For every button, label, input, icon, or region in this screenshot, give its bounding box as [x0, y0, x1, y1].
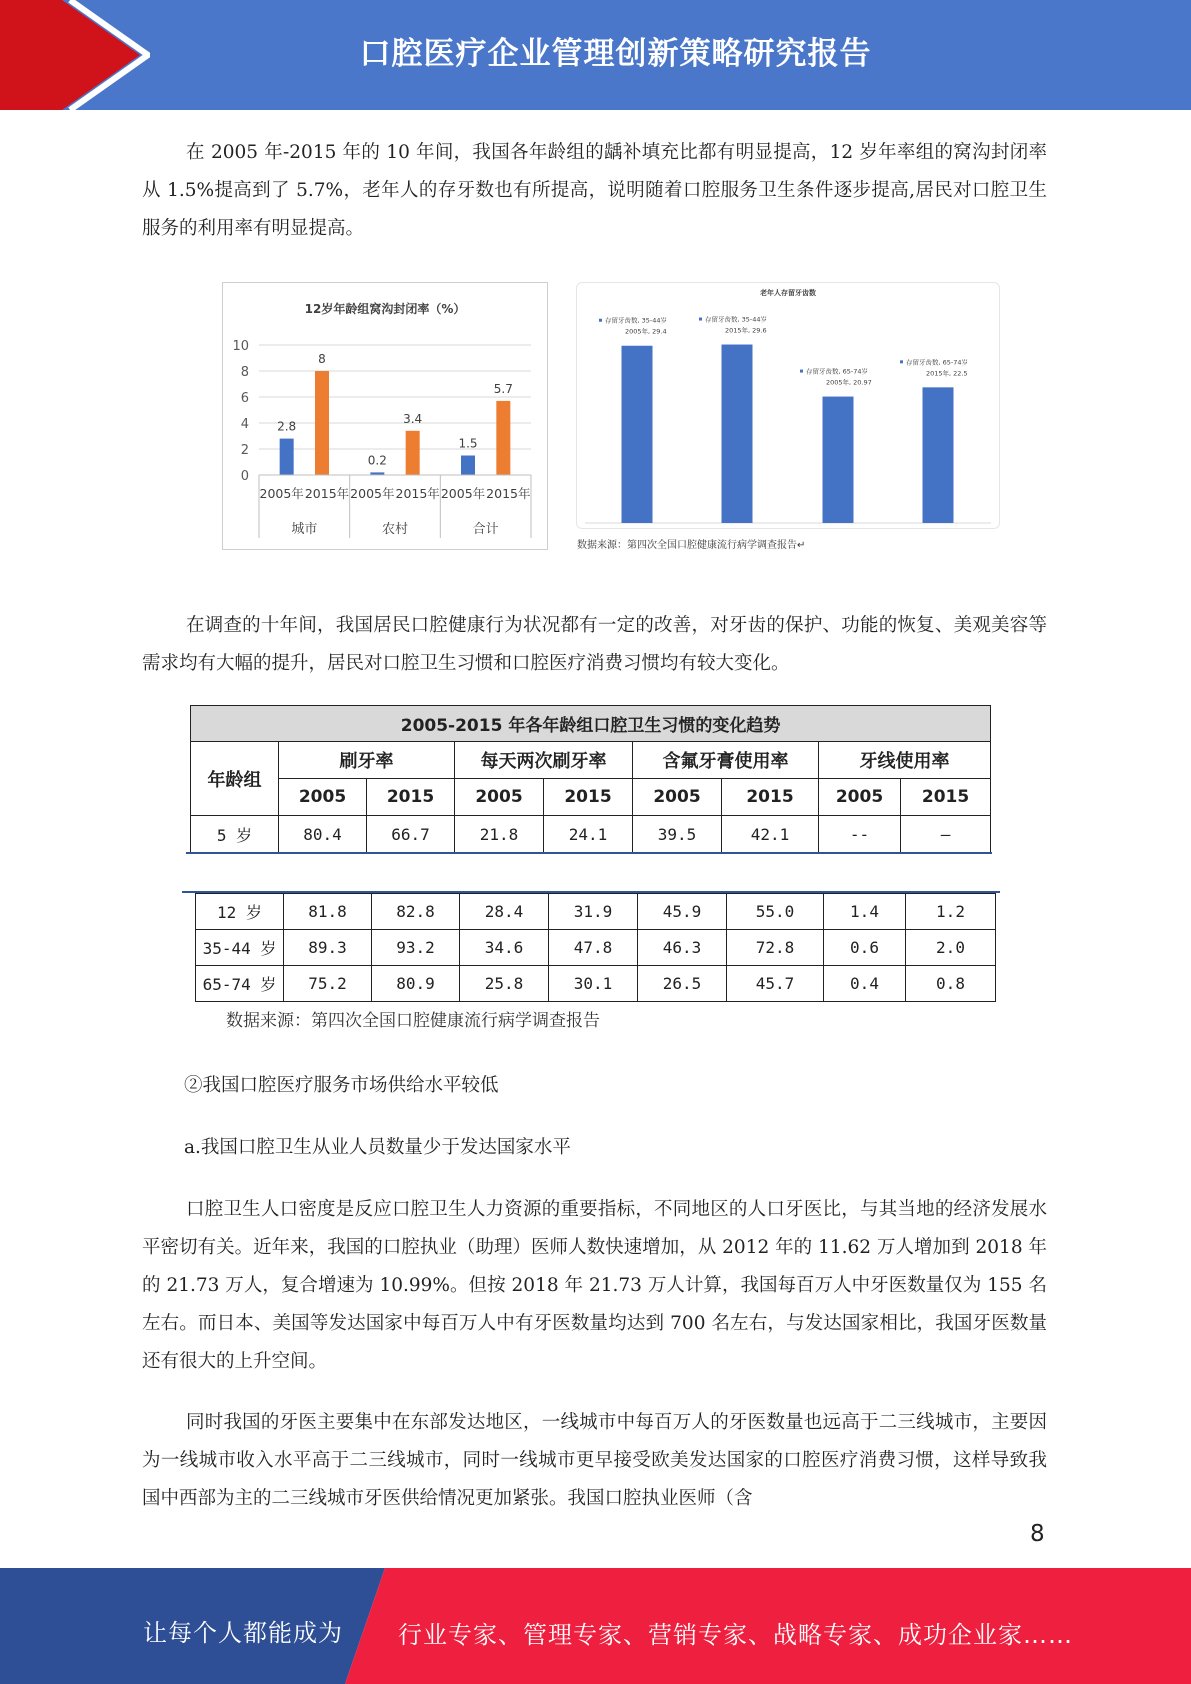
table-group-header: 牙线使用率 — [819, 742, 991, 779]
data-label: 2015年, 22.5 — [926, 369, 968, 378]
table-cell: 80.9 — [372, 966, 460, 1002]
table-cell: 35-44 岁 — [196, 930, 284, 966]
chart-retained-teeth-svg — [577, 283, 999, 528]
table-cell: 82.8 — [372, 894, 460, 930]
group-label: 城市 — [291, 522, 318, 537]
chart-source-note: 数据来源：第四次全国口腔健康流行病学调查报告↵ — [577, 540, 806, 551]
table-cell: 26.5 — [638, 966, 727, 1002]
footer-slogan-right: 行业专家、管理专家、营销专家、战略专家、成功企业家…… — [398, 1621, 1073, 1649]
table-row — [196, 894, 996, 930]
page-header — [0, 0, 1191, 110]
x-tick-label: 2005年 — [350, 486, 395, 501]
table-cell: 93.2 — [372, 930, 460, 966]
data-label: 2.8 — [277, 419, 297, 434]
data-label: 3.4 — [403, 411, 423, 426]
table-cell: 0.4 — [824, 966, 906, 1002]
table-cell: 45.9 — [638, 894, 727, 930]
table-cell: 55.0 — [727, 894, 824, 930]
bar — [406, 431, 420, 475]
table-cell: 81.8 — [284, 894, 372, 930]
bar — [722, 345, 753, 523]
table-cell: -- — [819, 816, 901, 854]
legend-marker — [599, 319, 602, 322]
bar — [315, 371, 329, 475]
table-year-header: 2005 — [633, 779, 722, 816]
chart-title: 12岁年龄组窝沟封闭率（%） — [304, 302, 466, 316]
table-cell: — — [901, 816, 991, 854]
table-cell: 1.2 — [906, 894, 996, 930]
table-title: 2005-2015 年各年龄组口腔卫生习惯的变化趋势 — [191, 706, 991, 742]
data-label: 存留牙齿数, 65-74岁 — [906, 358, 969, 367]
table-cell: 34.6 — [460, 930, 549, 966]
table-year-header: 2005 — [819, 779, 901, 816]
paragraph-3: 口腔卫生人口密度是反应口腔卫生人力资源的重要指标，不同地区的人口牙医比，与其当地的经济发展水平密切有关。近年来，我国的口腔执业（助理）医师人数快速增加，从 2012 年的 11.62 万人增加到 2018 年的 21.73 万人，复合增速为 10.99%。但按 2018 年 21.73 万人计算，我国每百万人中牙医数量仅为 155 名左右。而日本、美国等发达国家中每百万人中有牙医数量均达到 700 名左右，与发达国家相比，我国牙医数量还有很大的上升空间。 — [142, 1199, 1047, 1372]
bar — [923, 387, 954, 523]
legend-marker — [699, 318, 702, 321]
table-cell: 45.7 — [727, 966, 824, 1002]
table-cell: 30.1 — [549, 966, 638, 1002]
table-cell: 46.3 — [638, 930, 727, 966]
hygiene-habits-table-continued — [195, 893, 996, 1002]
table-cell: 25.8 — [460, 966, 549, 1002]
hygiene-habits-table — [190, 705, 991, 854]
table-year-header: 2015 — [901, 779, 991, 816]
group-label: 农村 — [381, 522, 409, 537]
table-year-header: 2015 — [367, 779, 455, 816]
table-cell: 2.0 — [906, 930, 996, 966]
x-tick-label: 2005年 — [440, 486, 486, 501]
group-label: 合计 — [472, 522, 499, 537]
data-label: 5.7 — [493, 381, 513, 396]
y-tick-label: 8 — [240, 365, 249, 380]
legend-marker — [800, 370, 803, 373]
bar — [496, 401, 510, 475]
x-tick-label: 2015年 — [486, 486, 531, 501]
chart-title: 老年人存留牙齿数 — [760, 289, 816, 297]
legend-marker — [900, 360, 903, 363]
table-row — [196, 966, 996, 1002]
table-age-header: 年龄组 — [191, 742, 279, 816]
table-cell: 0.6 — [824, 930, 906, 966]
bar — [461, 456, 475, 476]
table-cell: 5 岁 — [191, 816, 279, 854]
table-source-note: 数据来源：第四次全国口腔健康流行病学调查报告 — [226, 1011, 600, 1031]
data-label: 2005年, 20.97 — [826, 378, 872, 387]
chart-sealant-rate — [222, 282, 548, 550]
table-cell: 0.8 — [906, 966, 996, 1002]
y-tick-label: 2 — [240, 443, 249, 458]
x-tick-label: 2015年 — [395, 486, 440, 501]
data-label: 8 — [318, 352, 326, 366]
data-label: 存留牙齿数, 35-44岁 — [705, 315, 768, 324]
section-heading: ②我国口腔医疗服务市场供给水平较低 — [184, 1075, 499, 1096]
table-cell: 66.7 — [367, 816, 455, 854]
bar — [622, 346, 653, 523]
chart-retained-teeth — [576, 282, 1000, 529]
bar — [823, 397, 854, 523]
table-cell: 24.1 — [544, 816, 633, 854]
paragraph-1: 在 2005 年-2015 年的 10 年间，我国各年龄组的龋补填充比都有明显提高，12 岁年率组的窝沟封闭率从 1.5%提高到了 5.7%，老年人的存牙数也有所提高，说明随着口腔服务卫生条件逐步提高,居民对口腔卫生服务的利用率有明显提高。 — [142, 142, 1047, 239]
table-cell: 89.3 — [284, 930, 372, 966]
x-tick-label: 2005年 — [259, 486, 304, 501]
table-cell: 42.1 — [722, 816, 819, 854]
subsection-heading: a.我国口腔卫生从业人员数量少于发达国家水平 — [184, 1137, 571, 1158]
table-group-header: 每天两次刷牙率 — [455, 742, 633, 779]
table-cell: 80.4 — [279, 816, 367, 854]
paragraph-4: 同时我国的牙医主要集中在东部发达地区，一线城市中每百万人的牙医数量也远高于二三线城市，主要因为一线城市收入水平高于二三线城市，同时一线城市更早接受欧美发达国家的口腔医疗消费习惯，这样导致我国中西部为主的二三线城市牙医供给情况更加紧张。我国口腔执业医师（含 — [142, 1412, 1047, 1509]
table-year-header: 2005 — [279, 779, 367, 816]
table-cell: 65-74 岁 — [196, 966, 284, 1002]
table-cell: 47.8 — [549, 930, 638, 966]
table-cell: 72.8 — [727, 930, 824, 966]
table-cell: 1.4 — [824, 894, 906, 930]
table-row — [191, 816, 991, 854]
table-cell: 21.8 — [455, 816, 544, 854]
page-number: 8 — [1030, 1521, 1045, 1547]
y-tick-label: 10 — [232, 339, 249, 354]
data-label: 1.5 — [458, 436, 478, 451]
table-group-header: 刷牙率 — [279, 742, 455, 779]
table-year-header: 2005 — [455, 779, 544, 816]
table-row — [196, 930, 996, 966]
y-tick-label: 4 — [240, 417, 249, 432]
y-tick-label: 6 — [240, 391, 249, 406]
x-tick-label: 2015年 — [304, 486, 350, 501]
table-cell: 75.2 — [284, 966, 372, 1002]
chart-sealant-rate-svg — [223, 283, 547, 549]
footer-slogan-left: 让每个人都能成为 — [143, 1619, 343, 1647]
table-cell: 39.5 — [633, 816, 722, 854]
table-cell: 12 岁 — [196, 894, 284, 930]
table-year-header: 2015 — [722, 779, 819, 816]
data-label: 存留牙齿数, 65-74岁 — [806, 367, 869, 376]
table-cell: 28.4 — [460, 894, 549, 930]
paragraph-2: 在调查的十年间，我国居民口腔健康行为状况都有一定的改善，对牙齿的保护、功能的恢复、美观美容等需求均有大幅的提升，居民对口腔卫生习惯和口腔医疗消费习惯均有较大变化。 — [142, 615, 1047, 674]
y-tick-label: 0 — [240, 469, 249, 484]
bar — [280, 439, 294, 475]
page-title: 口腔医疗企业管理创新策略研究报告 — [359, 36, 872, 72]
table-cell: 31.9 — [549, 894, 638, 930]
page-footer — [0, 1568, 1191, 1684]
table-group-header: 含氟牙膏使用率 — [633, 742, 819, 779]
data-label: 0.2 — [367, 453, 387, 468]
data-label: 2015年, 29.6 — [725, 326, 767, 335]
table-year-header: 2015 — [544, 779, 633, 816]
data-label: 2005年, 29.4 — [625, 327, 667, 336]
data-label: 存留牙齿数, 35-44岁 — [605, 316, 668, 325]
table-break-line — [186, 852, 992, 854]
